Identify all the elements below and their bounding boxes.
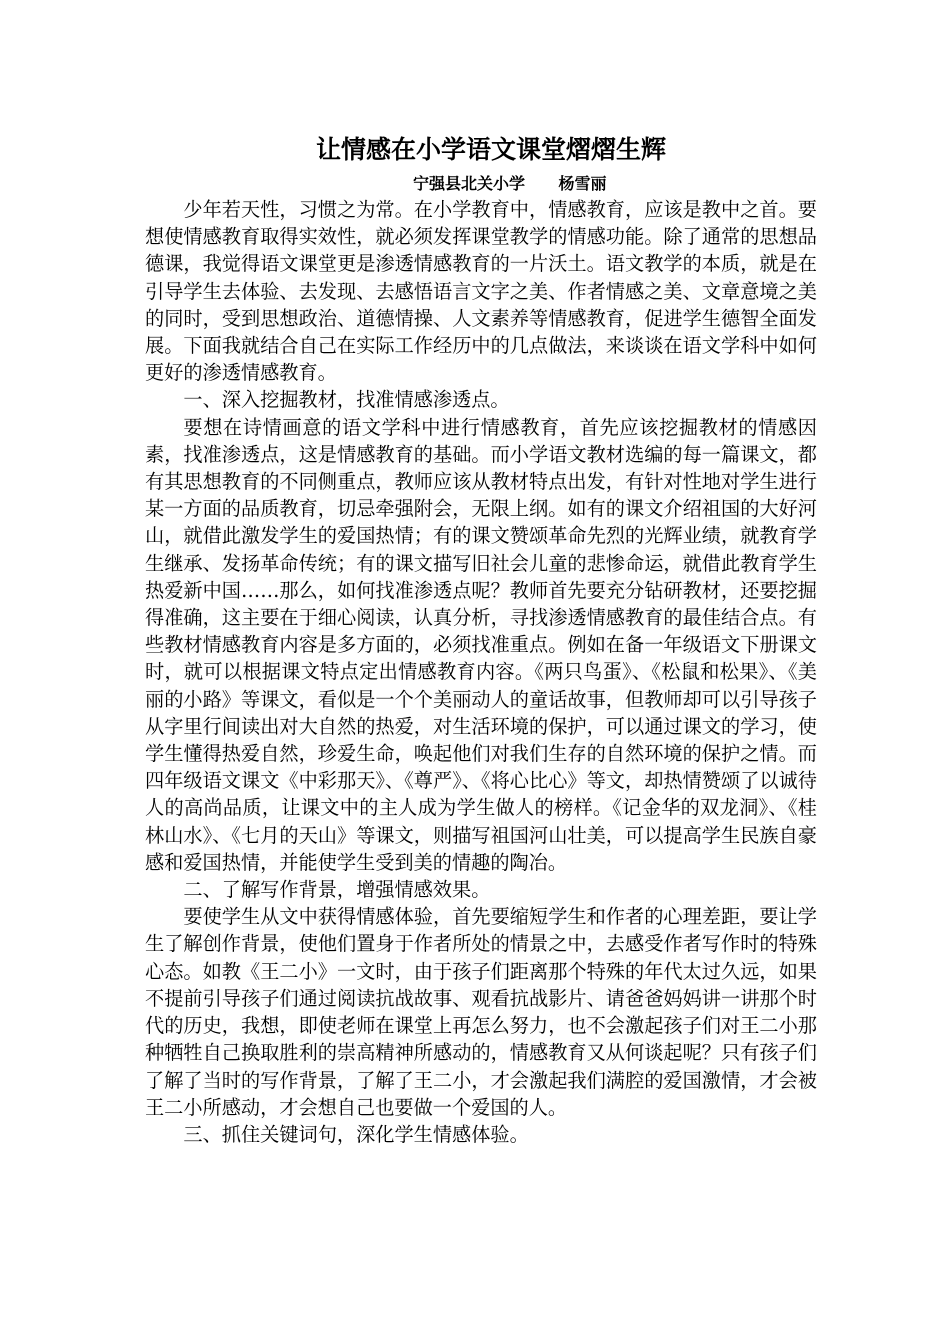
paragraph-section-1: 要想在诗情画意的语文学科中进行情感教育，首先应该挖掘教材的情感因素，找准渗透点，这是情感教育的基础。而小学语文教材选编的每一篇课文，都有其思想教育的不同侧重点，教师应该从教材特点出发，有针对性地对学生进行某一方面的品质教育，切忌牵强附会，无限上纲。如有的课文介绍祖国的大好河山，就借此激发学生的爱国热情；有的课文赞颂革命先烈的光辉业绩，就教育学生继承、发扬革命传统；有的课文描写旧社会儿童的悲惨命运，就借此教育学生热爱新中国……那么，如何找准渗透点呢？教师首先要充分钻研教材，还要挖掘得准确，这主要在于细心阅读，认真分析，寻找渗透情感教育的最佳结合点。有些教材情感教育内容是多方面的，必须找准重点。例如在备一年级语文下册课文时，就可以根据课文特点定出情感教育内容。《两只鸟蛋》、《松鼠和松果》、《美丽的小路》等课文，看似是一个个美丽动人的童话故事，但教师却可以引导孩子从字里行间读出对大自然的热爱，对生活环境的保护，可以通过课文的学习，使学生懂得热爱自然，珍爱生命，唤起他们对我们生存的自然环境的保护之情。而四年级语文课文《中彩那天》、《尊严》、《将心比心》等文，却热情赞颂了以诚待人的高尚品质，让课文中的主人成为学生做人的榜样。《记金华的双龙洞》、《桂林山水》、《七月的天山》等课文，则描写祖国河山壮美，可以提高学生民族自豪感和爱国热情，并能使学生受到美的情趣的陶冶。 bbox=[145, 415, 817, 874]
section-heading-1: 一、深入挖掘教材，找准情感渗透点。 bbox=[183, 388, 510, 412]
paragraph-intro: 少年若天性，习惯之为常。在小学教育中，情感教育，应该是教中之首。要想使情感教育取得实效性，就必须发挥课堂教学的情感功能。除了通常的思想品德课，我觉得语文课堂更是渗透情感教育的一片沃土。语文教学的本质，就是在引导学生去体验、去发现、去感悟语言文字之美、作者情感之美、文章意境之美的同时，受到思想政治、道德情操、人文素养等情感教育，促进学生德智全面发展。下面我就结合自己在实际工作经历中的几点做法，来谈谈在语文学科中如何更好的渗透情感教育。 bbox=[145, 198, 817, 385]
document-title: 让情感在小学语文课堂熠熠生辉 bbox=[315, 135, 666, 164]
byline-school: 宁强县北关小学 bbox=[413, 174, 526, 193]
byline-author: 杨雪丽 bbox=[558, 174, 607, 193]
document-page bbox=[145, 134, 817, 1148]
document-byline bbox=[145, 174, 817, 194]
section-heading-3: 三、抓住关键词句，深化学生情感体验。 bbox=[183, 1122, 529, 1146]
section-heading-2: 二、了解写作背景，增强情感效果。 bbox=[183, 878, 491, 902]
paragraph-section-2: 要使学生从文中获得情感体验，首先要缩短学生和作者的心理差距，要让学生了解创作背景，使他们置身于作者所处的情景之中，去感受作者写作时的特殊心态。如教《王二小》一文时，由于孩子们距离那个特殊的年代太过久远，如果不提前引导孩子们通过阅读抗战故事、观看抗战影片、请爸爸妈妈讲一讲那个时代的历史，我想，即使老师在课堂上再怎么努力，也不会激起孩子们对王二小那种牺牲自己换取胜利的崇高精神所感动的，情感教育又从何谈起呢？只有孩子们了解了当时的写作背景，了解了王二小，才会激起我们满腔的爱国激情，才会被王二小所感动，才会想自己也要做一个爱国的人。 bbox=[145, 905, 817, 1119]
